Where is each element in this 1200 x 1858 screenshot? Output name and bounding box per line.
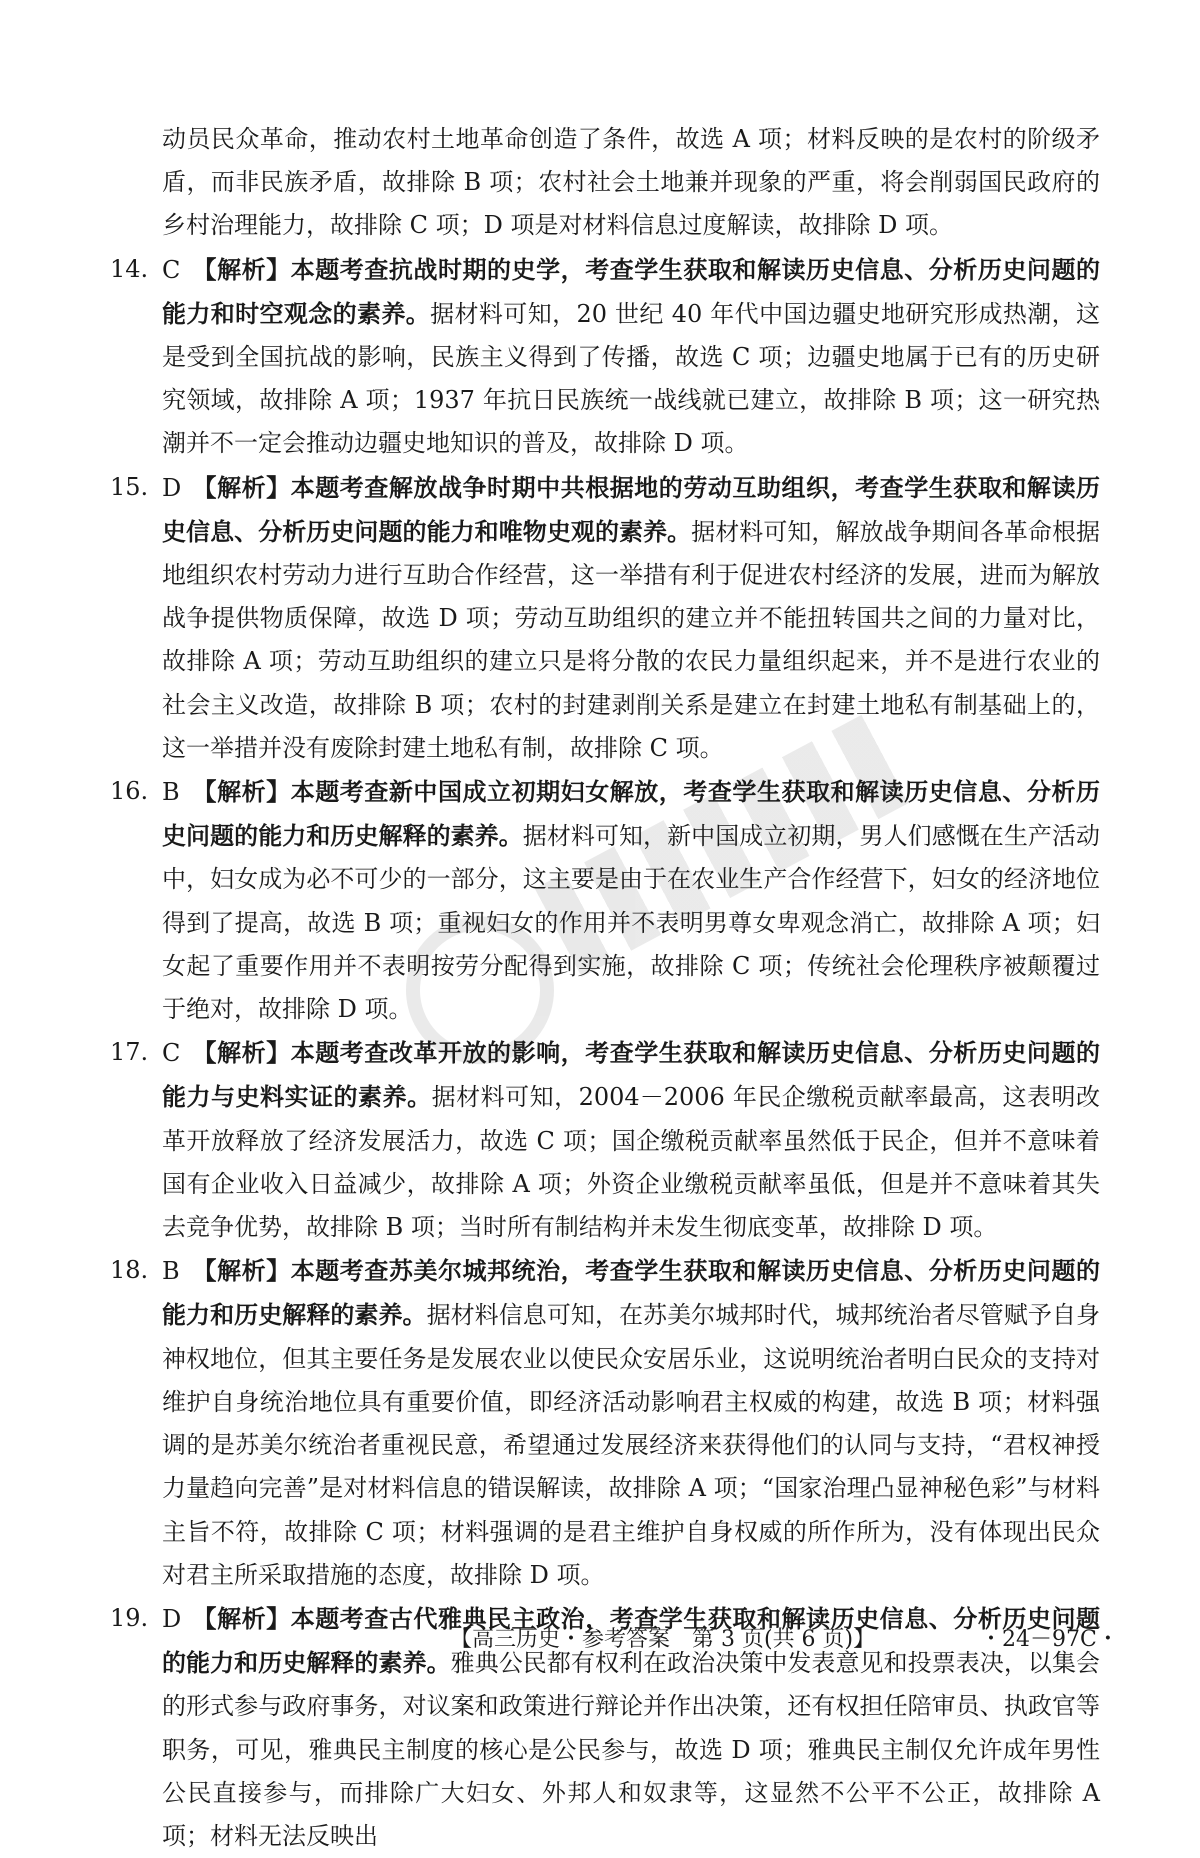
analysis-body: 据材料可知，20 世纪 40 年代中国边疆史地研究形成热潮，这是受到全国抗战的影响，民族主义得到了传播，故选 C 项；边疆史地属于已有的历史研究领域，故排除 A 项；1937 年抗日民族统一战线就已建立，故排除 B 项；这一研究热潮并不一定会推动边疆史地知识的普及，故排除 D 项。 xyxy=(162,299,1100,458)
answer-explanation xyxy=(162,1031,1100,1249)
question-number: 19. xyxy=(110,1603,149,1632)
analysis-body: 据材料可知，2004－2006 年民企缴税贡献率最高，这表明改革开放释放了经济发展活力，故选 C 项；国企缴税贡献率虽然低于民企，但并不意味着国有企业收入日益减少，故排除 A 项；外资企业缴税贡献率虽低，但是并不意味着其失去竞争优势，故排除 B 项；当时所有制结构并未发生彻底变革，故排除 D 项。 xyxy=(162,1083,1100,1242)
analysis-body: 雅典公民都有权利在政治决策中发表意见和投票表决，以集会的形式参与政府事务，对议案和政策进行辩论并作出决策，还有权担任陪审员、执政官等职务，可见，雅典民主制度的核心是公民参与，故选 D 项；雅典民主制仅允许成年男性公民直接参与，而排除广大妇女、外邦人和奴隶等，这显然不公平不公正，故排除 A 项；材料无法反映出 xyxy=(162,1649,1101,1850)
answer-letter: D xyxy=(162,473,182,502)
analysis-keyword: 【解析】 xyxy=(192,1038,291,1068)
analysis-keyword: 【解析】 xyxy=(192,777,291,807)
answer-letter: B xyxy=(162,778,180,807)
analysis-body: 据材料可知，解放战争期间各革命根据地组织农村劳动力进行互助合作经营，这一举措有利于促进农村经济的发展，进而为解放战争提供物质保障，故选 D 项；劳动互助组织的建立并不能扭转国共之间的力量对比，故排除 A 项；劳动互助组织的建立只是将分散的农民力量组织起来，并不是进行农业的社会主义改造，故排除 B 项；农村的封建剥削关系是建立在封建土地私有制基础上的，这一举措并没有废除封建土地私有制，故排除 C 项。 xyxy=(162,517,1100,762)
analysis-body: 据材料信息可知，在苏美尔城邦时代，城邦统治者尽管赋予自身神权地位，但其主要任务是发展农业以使民众安居乐业，这说明统治者明白民众的支持对维护自身统治地位具有重要价值，即经济活动影响君主权威的构建，故选 B 项；材料强调的是苏美尔统治者重视民意，希望通过发展经济来获得他们的认同与支持，“君权神授力量趋向完善”是对材料信息的错误解读，故排除 A 项；“国家治理凸显神秘色彩”与材料主旨不符，故排除 C 项；材料强调的是君主维护自身权威的所作所为，没有体现出民众对君主所采取措施的态度，故排除 D 项。 xyxy=(162,1301,1100,1589)
answer-explanation xyxy=(162,248,1100,466)
analysis-summary: 本题考查古代雅典民主政治，考查学生获取和解读历史信息、分析历史问题的能力和历史解释的素养。 xyxy=(162,1603,1100,1678)
answer-explanation xyxy=(162,770,1100,1031)
answer-letter: B xyxy=(162,1257,180,1286)
answer-item xyxy=(110,248,1100,466)
question-number: 18. xyxy=(110,1256,149,1285)
analysis-keyword: 【解析】 xyxy=(192,254,291,284)
page-footer xyxy=(0,1620,1200,1660)
analysis-summary: 本题考查苏美尔城邦统治，考查学生获取和解读历史信息、分析历史问题的能力和历史解释的素养。 xyxy=(162,1256,1100,1330)
footer-code: ・24－97C・ xyxy=(980,1627,1119,1652)
analysis-keyword: 【解析】 xyxy=(192,472,291,502)
answer-item xyxy=(110,1249,1100,1597)
question-number: 17. xyxy=(110,1038,149,1067)
analysis-keyword: 【解析】 xyxy=(192,1603,291,1633)
question-number: 15. xyxy=(110,472,149,501)
analysis-summary: 本题考查解放战争时期中共根据地的劳动互助组织，考查学生获取和解读历史信息、分析历史问题的能力和唯物史观的素养。 xyxy=(162,472,1100,546)
answer-item xyxy=(110,1031,1100,1249)
answer-item xyxy=(110,466,1100,770)
answer-letter: C xyxy=(162,255,181,284)
answer-letter: D xyxy=(162,1604,182,1633)
answer-explanation xyxy=(162,466,1100,770)
footer-page-info: 【高三历史・参考答案 第 3 页(共 6 页)】 xyxy=(450,1627,876,1652)
analysis-summary: 本题考查抗战时期的史学，考查学生获取和解读历史信息、分析历史问题的能力和时空观念的素养。 xyxy=(162,254,1100,328)
analysis-summary: 本题考查新中国成立初期妇女解放，考查学生获取和解读历史信息、分析历史问题的能力和历史解释的素养。 xyxy=(162,777,1100,851)
answer-letter: C xyxy=(162,1039,181,1068)
intro-continuation: 动员民众革命，推动农村土地革命创造了条件，故选 A 项；材料反映的是农村的阶级矛盾，而非民族矛盾，故排除 B 项；农村社会土地兼并现象的严重，将会削弱国民政府的乡村治理能力，故排除 C 项；D 项是对材料信息过度解读，故排除 D 项。 xyxy=(162,125,1100,240)
analysis-body: 据材料可知，新中国成立初期，男人们感慨在生产活动中，妇女成为必不可少的一部分，这主要是由于在农业生产合作经营下，妇女的经济地位得到了提高，故选 B 项；重视妇女的作用并不表明男尊女卑观念消亡，故排除 A 项；妇女起了重要作用并不表明按劳分配得到实施，故排除 C 项；传统社会伦理秩序被颠覆过于绝对，故排除 D 项。 xyxy=(162,822,1101,1024)
question-number: 16. xyxy=(110,777,149,806)
analysis-keyword: 【解析】 xyxy=(192,1256,291,1286)
analysis-summary: 本题考查改革开放的影响，考查学生获取和解读历史信息、分析历史问题的能力与史料实证的素养。 xyxy=(162,1038,1100,1112)
answer-item xyxy=(110,770,1100,1031)
question-number: 14. xyxy=(110,254,149,283)
answer-explanation xyxy=(162,1249,1100,1597)
answer-content xyxy=(110,118,1100,1858)
answer-list xyxy=(110,248,1100,1858)
